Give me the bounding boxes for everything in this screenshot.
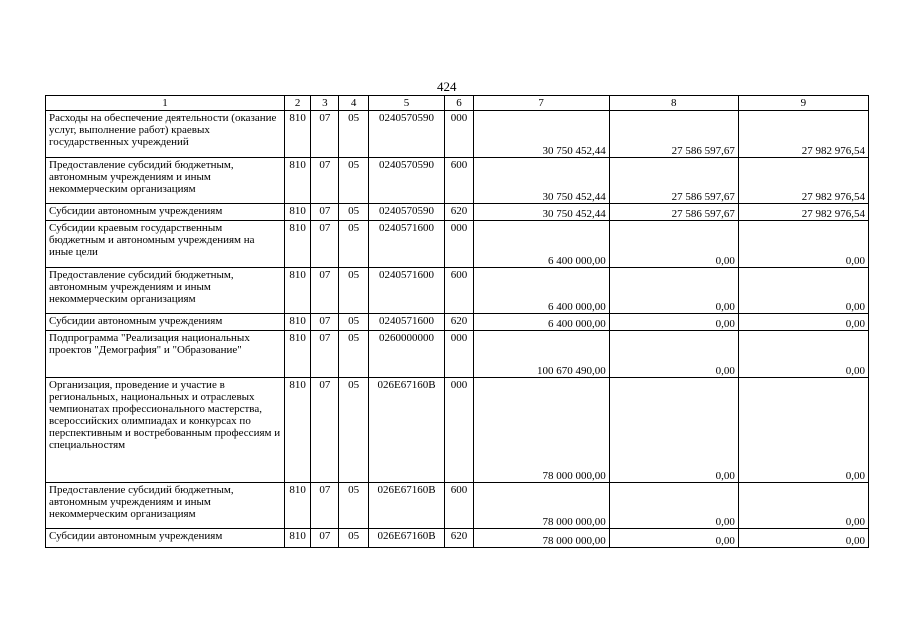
row-name: Предоставление субсидий бюджетным, автономным учреждениям и иным некоммерческим организациям xyxy=(46,158,285,204)
cell-c8: 0,00 xyxy=(609,221,738,268)
table-row xyxy=(46,158,869,204)
cell-c8: 0,00 xyxy=(609,529,738,548)
table-row xyxy=(46,204,869,221)
cell-c5: 0260000000 xyxy=(368,331,445,378)
cell-c6: 000 xyxy=(445,331,473,378)
cell-c4: 05 xyxy=(339,314,368,331)
cell-c8: 0,00 xyxy=(609,378,738,483)
cell-c9: 27 982 976,54 xyxy=(738,111,868,158)
table-row xyxy=(46,314,869,331)
cell-c4: 05 xyxy=(339,111,368,158)
cell-c5: 026E67160B xyxy=(368,483,445,529)
row-name: Субсидии автономным учреждениям xyxy=(46,529,285,548)
cell-c2: 810 xyxy=(285,158,311,204)
budget-table xyxy=(45,95,869,548)
cell-c6: 600 xyxy=(445,483,473,529)
row-name: Субсидии автономным учреждениям xyxy=(46,314,285,331)
cell-c3: 07 xyxy=(311,529,339,548)
cell-c6: 600 xyxy=(445,158,473,204)
header-cell: 2 xyxy=(285,96,311,111)
cell-c5: 0240571600 xyxy=(368,268,445,314)
header-cell: 4 xyxy=(339,96,368,111)
cell-c7: 6 400 000,00 xyxy=(473,314,609,331)
cell-c4: 05 xyxy=(339,158,368,204)
cell-c5: 026E67160B xyxy=(368,378,445,483)
cell-c2: 810 xyxy=(285,378,311,483)
cell-c5: 0240570590 xyxy=(368,158,445,204)
header-cell: 8 xyxy=(609,96,738,111)
table-row xyxy=(46,221,869,268)
cell-c3: 07 xyxy=(311,314,339,331)
cell-c2: 810 xyxy=(285,529,311,548)
cell-c9: 0,00 xyxy=(738,331,868,378)
cell-c8: 27 586 597,67 xyxy=(609,158,738,204)
cell-c4: 05 xyxy=(339,483,368,529)
cell-c7: 78 000 000,00 xyxy=(473,378,609,483)
cell-c9: 0,00 xyxy=(738,529,868,548)
cell-c6: 000 xyxy=(445,221,473,268)
cell-c7: 6 400 000,00 xyxy=(473,268,609,314)
cell-c3: 07 xyxy=(311,268,339,314)
cell-c9: 0,00 xyxy=(738,378,868,483)
cell-c4: 05 xyxy=(339,331,368,378)
cell-c3: 07 xyxy=(311,331,339,378)
cell-c7: 100 670 490,00 xyxy=(473,331,609,378)
header-cell: 6 xyxy=(445,96,473,111)
cell-c3: 07 xyxy=(311,204,339,221)
cell-c2: 810 xyxy=(285,331,311,378)
cell-c8: 0,00 xyxy=(609,331,738,378)
header-cell: 1 xyxy=(46,96,285,111)
cell-c7: 78 000 000,00 xyxy=(473,483,609,529)
cell-c4: 05 xyxy=(339,378,368,483)
row-name: Субсидии краевым государственным бюджетным и автономным учреждениям на иные цели xyxy=(46,221,285,268)
cell-c8: 0,00 xyxy=(609,483,738,529)
cell-c6: 620 xyxy=(445,529,473,548)
cell-c8: 0,00 xyxy=(609,314,738,331)
cell-c2: 810 xyxy=(285,111,311,158)
cell-c2: 810 xyxy=(285,221,311,268)
cell-c4: 05 xyxy=(339,268,368,314)
row-name: Предоставление субсидий бюджетным, автономным учреждениям и иным некоммерческим организациям xyxy=(46,483,285,529)
header-cell: 5 xyxy=(368,96,445,111)
page-number: 424 xyxy=(437,79,457,94)
cell-c8: 0,00 xyxy=(609,268,738,314)
cell-c7: 30 750 452,44 xyxy=(473,158,609,204)
cell-c5: 0240571600 xyxy=(368,221,445,268)
cell-c6: 620 xyxy=(445,314,473,331)
cell-c5: 0240570590 xyxy=(368,204,445,221)
cell-c6: 000 xyxy=(445,378,473,483)
cell-c5: 0240571600 xyxy=(368,314,445,331)
cell-c7: 78 000 000,00 xyxy=(473,529,609,548)
cell-c3: 07 xyxy=(311,378,339,483)
cell-c9: 0,00 xyxy=(738,483,868,529)
cell-c6: 000 xyxy=(445,111,473,158)
table-row xyxy=(46,331,869,378)
cell-c4: 05 xyxy=(339,529,368,548)
cell-c3: 07 xyxy=(311,111,339,158)
cell-c6: 600 xyxy=(445,268,473,314)
cell-c2: 810 xyxy=(285,483,311,529)
header-cell: 9 xyxy=(738,96,868,111)
cell-c5: 0240570590 xyxy=(368,111,445,158)
cell-c9: 27 982 976,54 xyxy=(738,204,868,221)
cell-c7: 6 400 000,00 xyxy=(473,221,609,268)
cell-c4: 05 xyxy=(339,221,368,268)
cell-c7: 30 750 452,44 xyxy=(473,111,609,158)
cell-c5: 026E67160B xyxy=(368,529,445,548)
cell-c9: 27 982 976,54 xyxy=(738,158,868,204)
table-row xyxy=(46,483,869,529)
cell-c8: 27 586 597,67 xyxy=(609,204,738,221)
table-row xyxy=(46,111,869,158)
row-name: Субсидии автономным учреждениям xyxy=(46,204,285,221)
cell-c2: 810 xyxy=(285,314,311,331)
cell-c2: 810 xyxy=(285,268,311,314)
cell-c3: 07 xyxy=(311,221,339,268)
table-row xyxy=(46,268,869,314)
row-name: Организация, проведение и участие в региональных, национальных и отраслевых чемпионатах профессионального мастерства, всероссийских олимпиадах и конкурсах по перспективным и востребованным профессиям и специальностям xyxy=(46,378,285,483)
cell-c4: 05 xyxy=(339,204,368,221)
header-cell: 7 xyxy=(473,96,609,111)
header-cell: 3 xyxy=(311,96,339,111)
row-name: Подпрограмма "Реализация национальных проектов "Демография" и "Образование" xyxy=(46,331,285,378)
cell-c9: 0,00 xyxy=(738,268,868,314)
cell-c7: 30 750 452,44 xyxy=(473,204,609,221)
table-row xyxy=(46,529,869,548)
cell-c8: 27 586 597,67 xyxy=(609,111,738,158)
table-row xyxy=(46,378,869,483)
cell-c3: 07 xyxy=(311,158,339,204)
cell-c6: 620 xyxy=(445,204,473,221)
row-name: Предоставление субсидий бюджетным, автономным учреждениям и иным некоммерческим организациям xyxy=(46,268,285,314)
cell-c2: 810 xyxy=(285,204,311,221)
row-name: Расходы на обеспечение деятельности (оказание услуг, выполнение работ) краевых государственных учреждений xyxy=(46,111,285,158)
header-row xyxy=(46,96,869,111)
cell-c9: 0,00 xyxy=(738,314,868,331)
cell-c9: 0,00 xyxy=(738,221,868,268)
cell-c3: 07 xyxy=(311,483,339,529)
